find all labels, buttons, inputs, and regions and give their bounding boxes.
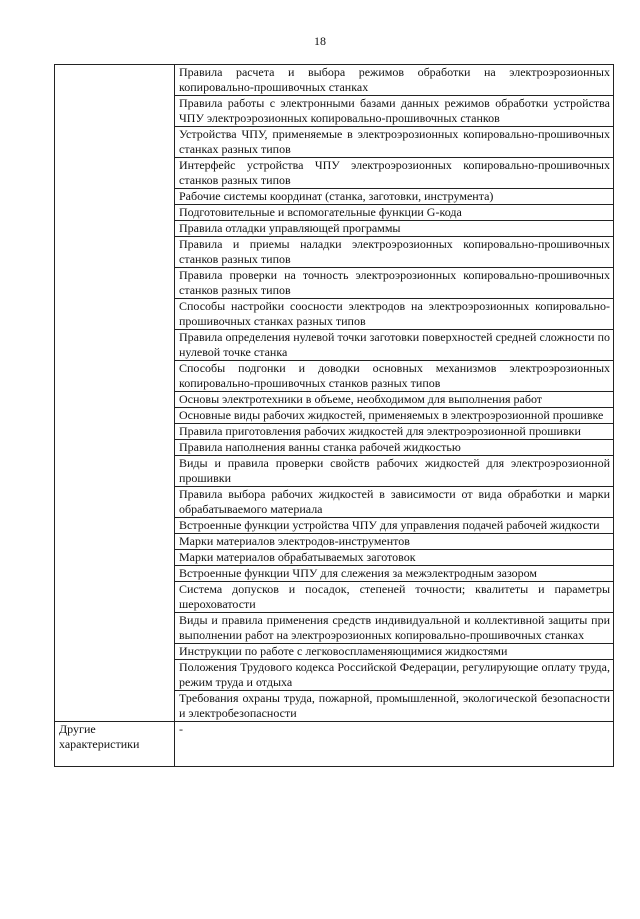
knowledge-item-cell: Правила расчета и выбора режимов обработки на электроэрозионных копировально-прошивочных станках [175,65,614,96]
knowledge-item-cell: Правила отладки управляющей программы [175,221,614,237]
knowledge-item-cell: Марки материалов обрабатываемых заготовок [175,550,614,566]
knowledge-item-cell: Правила работы с электронными базами данных режимов обработки устройства ЧПУ электроэрозионных копировально-прошивочных станков [175,96,614,127]
knowledge-item-cell: Правила приготовления рабочих жидкостей для электроэрозионной прошивки [175,424,614,440]
knowledge-item-cell: Виды и правила проверки свойств рабочих жидкостей для электроэрозионной прошивки [175,456,614,487]
knowledge-item-cell: Интерфейс устройства ЧПУ электроэрозионных копировально-прошивочных станков разных типов [175,158,614,189]
knowledge-item-cell: Подготовительные и вспомогательные функции G-кода [175,205,614,221]
knowledge-item-cell: Положения Трудового кодекса Российской Федерации, регулирующие оплату труда, режим труда и отдыха [175,660,614,691]
knowledge-item-cell: Устройства ЧПУ, применяемые в электроэрозионных копировально-прошивочных станках разных типов [175,127,614,158]
table-row-other-characteristics [55,722,614,767]
table-body [55,65,614,767]
other-characteristics-label: Другие характеристики [55,722,175,767]
requirements-table [54,64,614,767]
knowledge-item-cell: Способы настройки соосности электродов на электроэрозионных копировально-прошивочных станках разных типов [175,299,614,330]
knowledge-item-cell: Виды и правила применения средств индивидуальной и коллективной защиты при выполнении работ на электроэрозионных копировально-прошивочных станках [175,613,614,644]
knowledge-item-cell: Правила и приемы наладки электроэрозионных копировально-прошивочных станков разных типов [175,237,614,268]
knowledge-item-cell: Марки материалов электродов-инструментов [175,534,614,550]
knowledge-item-cell: Встроенные функции ЧПУ для слежения за межэлектродным зазором [175,566,614,582]
knowledge-item-cell: Требования охраны труда, пожарной, промышленной, экологической безопасности и электробезопасности [175,691,614,722]
knowledge-item-cell: Система допусков и посадок, степеней точности; квалитеты и параметры шероховатости [175,582,614,613]
knowledge-item-cell: Правила проверки на точность электроэрозионных копировально-прошивочных станков разных типов [175,268,614,299]
knowledge-item-cell: Правила наполнения ванны станка рабочей жидкостью [175,440,614,456]
knowledge-item-cell: Рабочие системы координат (станка, заготовки, инструмента) [175,189,614,205]
knowledge-item-cell: Правила выбора рабочих жидкостей в зависимости от вида обработки и марки обрабатываемого материала [175,487,614,518]
knowledge-item-cell: Встроенные функции устройства ЧПУ для управления подачей рабочей жидкости [175,518,614,534]
table-row [55,65,614,96]
knowledge-item-cell: Инструкции по работе с легковоспламеняющимися жидкостями [175,644,614,660]
page-number: 18 [314,34,326,48]
other-characteristics-value: - [175,722,614,767]
knowledge-item-cell: Способы подгонки и доводки основных механизмов электроэрозионных копировально-прошивочных станков разных типов [175,361,614,392]
knowledge-item-cell: Правила определения нулевой точки заготовки поверхностей средней сложности по нулевой точке станка [175,330,614,361]
knowledge-label-cell [55,65,175,722]
knowledge-item-cell: Основные виды рабочих жидкостей, применяемых в электроэрозионной прошивке [175,408,614,424]
knowledge-item-cell: Основы электротехники в объеме, необходимом для выполнения работ [175,392,614,408]
